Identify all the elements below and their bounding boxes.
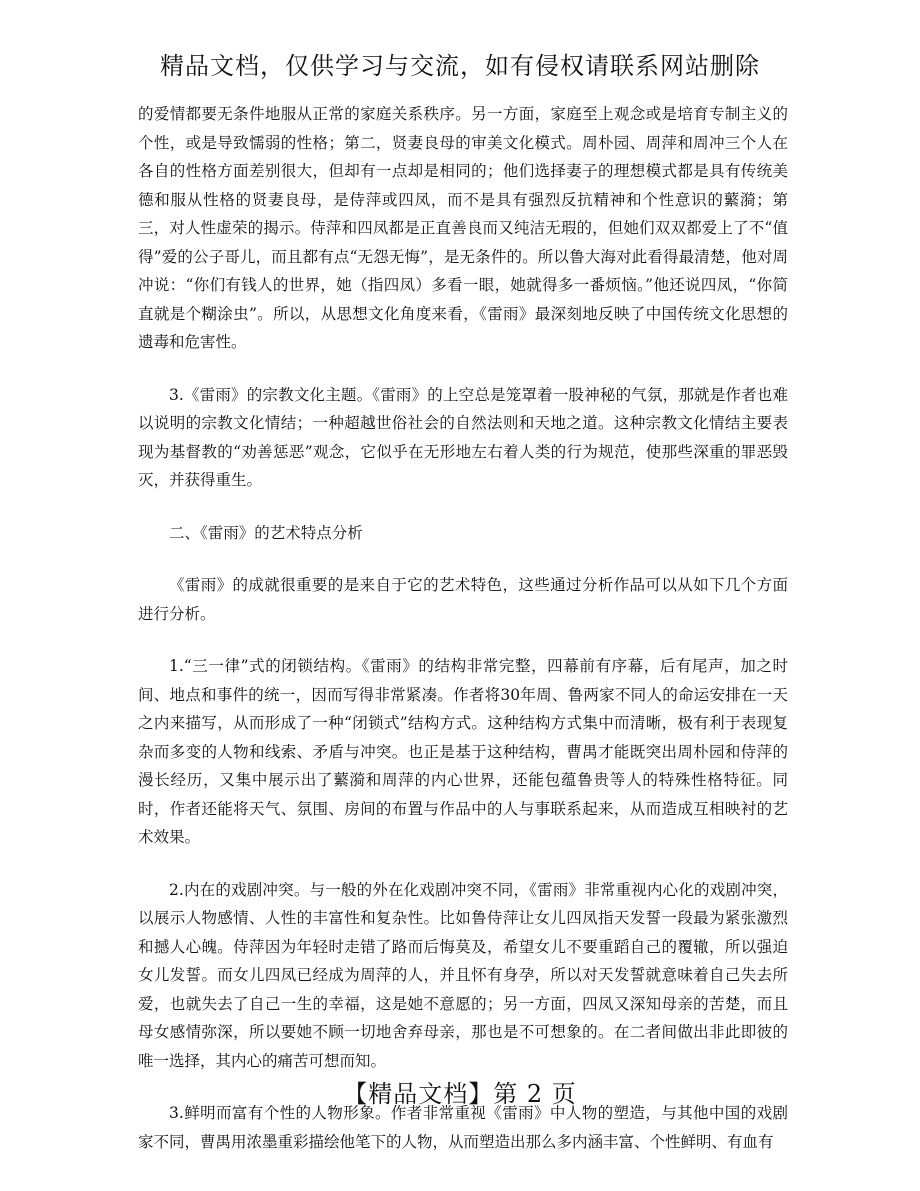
paragraph-continuation: 的爱情都要无条件地服从正常的家庭关系秩序。另一方面，家庭至上观念或是培育专制主义的个性，或是导致懦弱的性格；第二，贤妻良母的审美文化模式。周朴园、周萍和周冲三个人在各自的性格方面差别很大，但却有一点却是相同的；他们选择妻子的理想模式都是具有传统美德和服从性格的贤妻良母，是侍萍或四凤，而不是具有强烈反抗精神和个性意识的蘩漪；第三，对人性虚荣的揭示。侍萍和四凤都是正直善良而又纯洁无瑕的，但她们双双都爱上了不“值得”爱的公子哥儿，而且都有点“无怨无悔”，是无条件的。所以鲁大海对此看得最清楚，他对周冲说：“你们有钱人的世界，她（指四凤）多看一眼，她就得多一番烦恼。”他还说四凤，“你简直就是个糊涂虫”。所以，从思想文化角度来看，《雷雨》最深刻地反映了中国传统文化思想的遗毒和危害性。 bbox=[138, 105, 788, 351]
paragraph-inner-conflict: 2.内在的戏剧冲突。与一般的外在化戏剧冲突不同，《雷雨》非常重视内心化的戏剧冲突，以展示人物感情、人性的丰富性和复杂性。比如鲁侍萍让女儿四凤指天发誓一段最为紧张激烈和撼人心魄。侍萍因为年轻时走错了路而后悔莫及，希望女儿不要重蹈自己的覆辙，所以强迫女儿发誓。而女儿四凤已经成为周萍的人，并且怀有身孕，所以对天发誓就意味着自己失去所爱，也就失去了自己一生的幸福，这是她不意愿的；另一方面，四凤又深知母亲的苦楚，而且母女感情弥深，所以要她不顾一切地舍弃母亲，那也是不可想象的。在二者间做出非此即彼的唯一选择，其内心的痛苦可想而知。 bbox=[138, 880, 788, 1070]
paragraph-religious-theme: 3.《雷雨》的宗教文化主题。《雷雨》的上空总是笼罩着一股神秘的气氛，那就是作者也难以说明的宗教文化情结；一种超越世俗社会的自然法则和天地之道。这种宗教文化情结主要表现为基督教的“劝善惩恶”观念，它似乎在无形地左右着人类的行为规范，使那些深重的罪恶毁灭，并获得重生。 bbox=[138, 385, 788, 489]
page-header: 精品文档，仅供学习与交流，如有侵权请联系网站删除 bbox=[160, 52, 760, 80]
document-body bbox=[138, 100, 788, 1156]
paragraph-characters: 3.鲜明而富有个性的人物形象。作者非常重视《雷雨》中人物的塑造，与其他中国的戏剧家不同，曹禺用浓墨重彩描绘他笔下的人物，从而塑造出那么多内涵丰富、个性鲜明、有血有 bbox=[138, 1104, 788, 1151]
section-heading-art-features: 二、《雷雨》的艺术特点分析 bbox=[169, 523, 363, 542]
paragraph-closed-structure: 1.“三一律”式的闭锁结构。《雷雨》的结构非常完整，四幕前有序幕，后有尾声，加之时间、地点和事件的统一，因而写得非常紧凑。作者将30年周、鲁两家不同人的命运安排在一天之内来描写，从而形成了一种“闭锁式”结构方式。这种结构方式集中而清晰，极有利于表现复杂而多变的人物和线索、矛盾与冲突。也正是基于这种结构，曹禺才能既突出周朴园和侍萍的漫长经历，又集中展示出了蘩漪和周萍的内心世界，还能包蕴鲁贵等人的特殊性格特征。同时，作者还能将天气、氛围、房间的布置与作品中的人与事联系起来，从而造成互相映衬的艺术效果。 bbox=[138, 657, 788, 846]
paragraph-art-intro: 《雷雨》的成就很重要的是来自于它的艺术特色，这些通过分析作品可以从如下几个方面进行分析。 bbox=[138, 576, 788, 623]
page-footer: 【精品文档】第 2 页 bbox=[343, 1080, 577, 1108]
